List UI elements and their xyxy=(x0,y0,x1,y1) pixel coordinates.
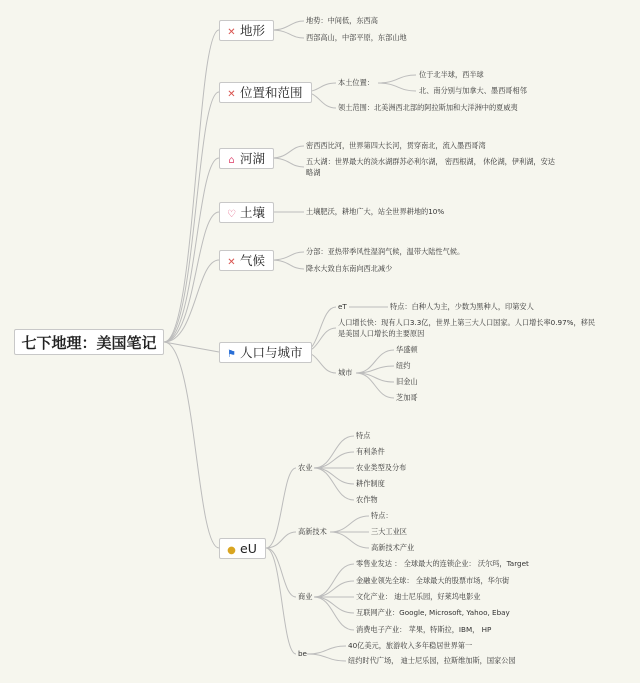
branch-label: 位置和范围 xyxy=(240,85,303,100)
population-et-note: 特点：白种人为主，少数为黑种人，印第安人 xyxy=(390,302,534,311)
population-city-label: 城市 xyxy=(338,368,353,377)
hitech-item: 特点： xyxy=(371,511,393,520)
economy-business-label: 商业 xyxy=(298,592,313,601)
agri-item: 耕作制度 xyxy=(356,479,385,488)
terrain-note: 西部高山，中部平原，东部山地 xyxy=(306,33,407,42)
location-territory: 领土范围：北美洲西北部的阿拉斯加和大洋洲中的夏威夷 xyxy=(338,103,518,112)
population-et-label: eT xyxy=(338,302,347,311)
branch-rivers[interactable] xyxy=(219,148,274,169)
branch-location[interactable] xyxy=(219,82,312,103)
city-item: 芝加哥 xyxy=(396,393,418,402)
branch-label: 气候 xyxy=(240,253,266,268)
agri-item: 农业类型及分布 xyxy=(356,463,407,472)
terrain-note: 地势：中间低，东西高 xyxy=(306,16,378,25)
rivers-note-cont: 略湖 xyxy=(306,168,321,177)
climate-note: 降水大致自东南向西北减少 xyxy=(306,264,393,273)
population-growth-note: 人口增长快：现有人口3.3亿，世界上第三大人口国家。人口增长率0.97%，移民 xyxy=(338,318,596,327)
city-item: 纽约 xyxy=(396,361,411,370)
branch-economy[interactable] xyxy=(219,538,266,559)
branch-population[interactable] xyxy=(219,342,312,363)
soil-note: 土壤肥沃，耕地广大，站全世界耕地的10% xyxy=(306,207,445,216)
business-item: 金融业领先全球： 全球最大的股票市场，华尔街 xyxy=(356,576,510,585)
economy-agri-label: 农业 xyxy=(298,463,313,472)
business-item: 互联网产业：Google, Microsoft, Yahoo, Ebay xyxy=(356,608,510,617)
flag-icon: ⚑ xyxy=(227,349,236,360)
rivers-note: 密西西比河，世界第四大长河，贯穿南北，流入墨西哥湾 xyxy=(306,141,486,150)
climate-note: 分部：亚热带季风性湿润气候，温带大陆性气候。 xyxy=(306,247,465,256)
tools-icon: ✕ xyxy=(227,89,236,100)
house-icon: ⌂ xyxy=(228,155,235,166)
city-item: 旧金山 xyxy=(396,377,418,386)
business-item: 消费电子产业： 苹果，特斯拉，IBM， HP xyxy=(356,625,492,634)
branch-label: eU xyxy=(240,541,257,556)
tools-icon: ✕ xyxy=(227,27,236,38)
hitech-item: 三大工业区 xyxy=(371,527,407,536)
city-item: 华盛顿 xyxy=(396,345,418,354)
business-item: 文化产业： 迪士尼乐园，好莱坞电影业 xyxy=(356,592,481,601)
location-mainland: 本土位置： xyxy=(338,78,374,87)
agri-item: 特点 xyxy=(356,431,371,440)
economy-hitech-label: 高新技术 xyxy=(298,527,327,536)
rivers-note: 五大湖：世界最大的淡水湖群苏必利尔湖， 密西根湖， 休伦湖，伊利湖，安达 xyxy=(306,157,555,166)
location-note: 位于北半球，西半球 xyxy=(419,70,484,79)
branch-label: 土壤 xyxy=(240,205,266,220)
location-note: 北、南分别与加拿大、墨西哥相邻 xyxy=(419,86,527,95)
branch-soil[interactable] xyxy=(219,202,274,223)
tools-icon: ✕ xyxy=(227,257,236,268)
agri-item: 有利条件 xyxy=(356,447,385,456)
be-item: 纽约时代广场， 迪士尼乐园，拉斯维加斯，国家公园 xyxy=(348,656,516,665)
branch-label: 河湖 xyxy=(240,151,266,166)
agri-item: 农作物 xyxy=(356,495,378,504)
be-item: 40亿美元，旅游收入多年稳居世界第一 xyxy=(348,641,473,650)
root-topic-title[interactable]: 七下地理：美国笔记 xyxy=(14,329,164,355)
branch-label: 人口与城市 xyxy=(240,345,303,360)
coins-icon: ● xyxy=(227,545,236,556)
business-item: 零售业发达 ： 全球最大的连锁企业： 沃尔玛，Target xyxy=(356,559,529,568)
branch-climate[interactable] xyxy=(219,250,274,271)
branch-label: 地形 xyxy=(240,23,266,38)
population-growth-note-cont: 是美国人口增长的主要原因 xyxy=(338,329,425,338)
hitech-item: 高新技术产业 xyxy=(371,543,415,552)
economy-be-label: be xyxy=(298,649,307,658)
heart-icon: ♡ xyxy=(227,209,236,220)
branch-terrain[interactable] xyxy=(219,20,274,41)
